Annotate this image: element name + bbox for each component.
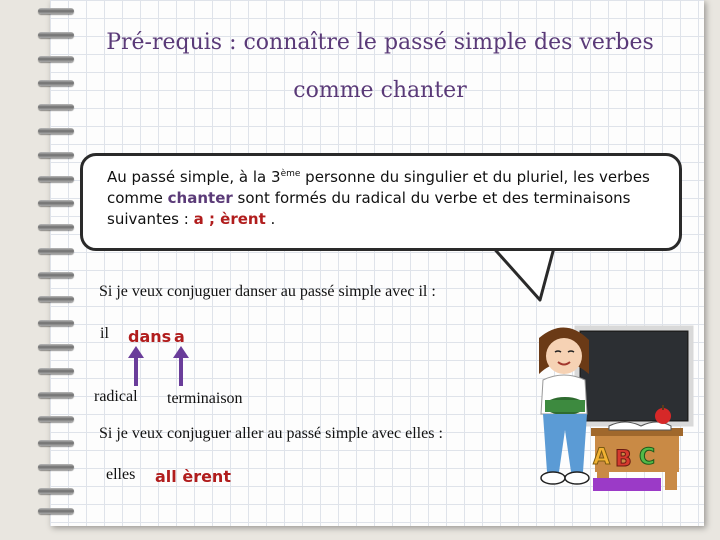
page-title-line1: Pré-requis : connaître le passé simple des verbes — [106, 30, 654, 55]
spiral-binding — [38, 8, 78, 518]
teacher-illustration — [525, 322, 695, 494]
ending-arrow — [179, 356, 183, 386]
verb-chanter: chanter — [167, 189, 233, 207]
svg-text:C: C — [639, 445, 656, 470]
pronoun-il: il — [100, 325, 109, 342]
label-radical: radical — [94, 388, 138, 405]
svg-text:A: A — [593, 445, 611, 470]
pronoun-elles: elles — [106, 466, 136, 483]
speech-bubble — [80, 153, 682, 251]
example1-prompt: Si je veux conjuguer danser au passé simple avec il : — [99, 283, 436, 300]
example2-prompt: Si je veux conjuguer aller au passé simple avec elles : — [99, 425, 443, 442]
radical-arrow — [134, 356, 138, 386]
page-title-line2: comme chanter — [293, 78, 467, 103]
endings: a ; èrent — [193, 210, 266, 228]
label-terminaison: terminaison — [167, 390, 243, 407]
verb-allerent: all èrent — [155, 467, 231, 486]
radical-dans: dans — [128, 327, 172, 346]
rule-text: Au passé simple, à la 3ème personne du singulier et du pluriel, les verbes comme chanter sont formés du radical du verbe et des terminaisons suivantes : a ; èrent . — [107, 168, 650, 228]
ending-a: a — [174, 327, 185, 346]
svg-text:B: B — [615, 447, 632, 472]
